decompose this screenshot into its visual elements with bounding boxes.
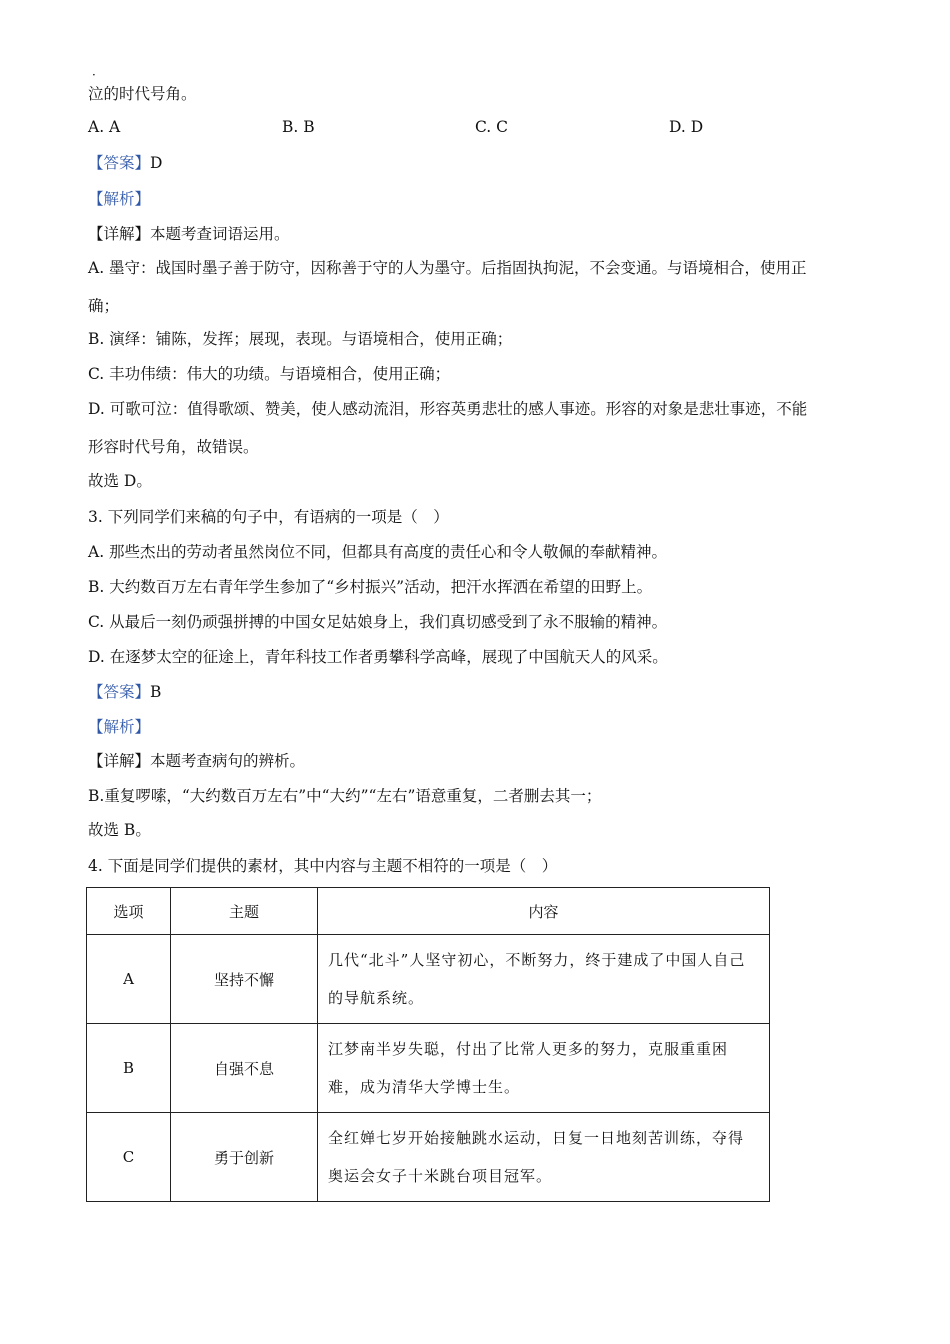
q2-line-d: D. 可歌可泣：值得歌颂、赞美，使人感动流泪，形容英勇悲壮的感人事迹。形容的对象是悲壮事迹，不能 [88,400,808,418]
q3-answer [88,682,161,702]
option-c: C. C [475,118,509,136]
q3-line-b: B.重复啰嗦，“大约数百万左右”中“大约”“左右”语意重复，二者删去其一； [88,787,602,805]
answer-value: D [150,154,163,172]
header-content: 内容 [318,888,770,935]
q3-option-c: C. 从最后一刻仍顽强拼搏的中国女足姑娘身上，我们真切感受到了永不服输的精神。 [88,613,668,631]
answer-label: 【答案】 [88,154,151,172]
q3-conclusion: 故选 B。 [88,821,151,839]
q3-detail [88,751,305,771]
row-theme: 坚持不懈 [171,935,318,1024]
q2-line-a-cont: 确； [88,297,120,315]
row-option: A [87,935,171,1024]
q2-conclusion: 故选 D。 [88,472,152,490]
q2-line-c: C. 丰功伟绩：伟大的功绩。与语境相合，使用正确； [88,365,451,383]
q2-answer [88,153,162,173]
row-theme: 自强不息 [171,1024,318,1113]
answer-label: 【答案】 [88,683,151,701]
q2-detail [88,224,290,244]
q2-line-b: B. 演绎：铺陈，发挥；展现，表现。与语境相合，使用正确； [88,330,513,348]
q4-stem: 4. 下面是同学们提供的素材，其中内容与主题不相符的一项是（ ） [88,857,558,875]
option-b: B. B [282,118,315,136]
answer-value: B [150,683,162,701]
prev-line: 泣的时代号角。 [88,85,197,103]
q3-stem: 3. 下列同学们来稿的句子中，有语病的一项是（ ） [88,508,449,526]
detail-intro: 本题考查病句的辨析。 [150,752,306,770]
row-theme: 勇于创新 [171,1113,318,1202]
row-option: C [87,1113,171,1202]
option-a: A. A [88,118,121,136]
detail-intro: 本题考查词语运用。 [150,225,290,243]
table-row [87,1024,770,1113]
header-option: 选项 [87,888,171,935]
q3-analysis-label: 【解析】 [88,718,151,736]
q2-line-d-cont: 形容时代号角，故错误。 [88,438,259,456]
row-option: B [87,1024,171,1113]
detail-label: 【详解】 [88,752,151,770]
row-content: 几代“北斗”人坚守初心，不断努力，终于建成了中国人自己的导航系统。 [318,935,770,1024]
q3-option-d: D. 在逐梦太空的征途上，青年科技工作者勇攀科学高峰，展现了中国航天人的风采。 [88,648,668,666]
material-table [86,887,770,1202]
table-header-row [87,888,770,935]
table-row [87,935,770,1024]
q3-option-a: A. 那些杰出的劳动者虽然岗位不同，但都具有高度的责任心和令人敬佩的奉献精神。 [88,543,668,561]
table-row [87,1113,770,1202]
q2-analysis-label: 【解析】 [88,190,151,208]
row-content: 全红婵七岁开始接触跳水运动，日复一日地刻苦训练，夺得奥运会女子十米跳台项目冠军。 [318,1113,770,1202]
q2-line-a: A. 墨守：战国时墨子善于防守，因称善于守的人为墨守。后指固执拘泥，不会变通。与语境相合，使用正 [88,259,807,277]
detail-label: 【详解】 [88,225,151,243]
option-d: D. D [669,118,704,136]
emphasis-dot: · [92,68,96,82]
q3-option-b: B. 大约数百万左右青年学生参加了“乡村振兴”活动，把汗水挥洒在希望的田野上。 [88,578,653,596]
header-theme: 主题 [171,888,318,935]
row-content: 江梦南半岁失聪，付出了比常人更多的努力，克服重重困难，成为清华大学博士生。 [318,1024,770,1113]
